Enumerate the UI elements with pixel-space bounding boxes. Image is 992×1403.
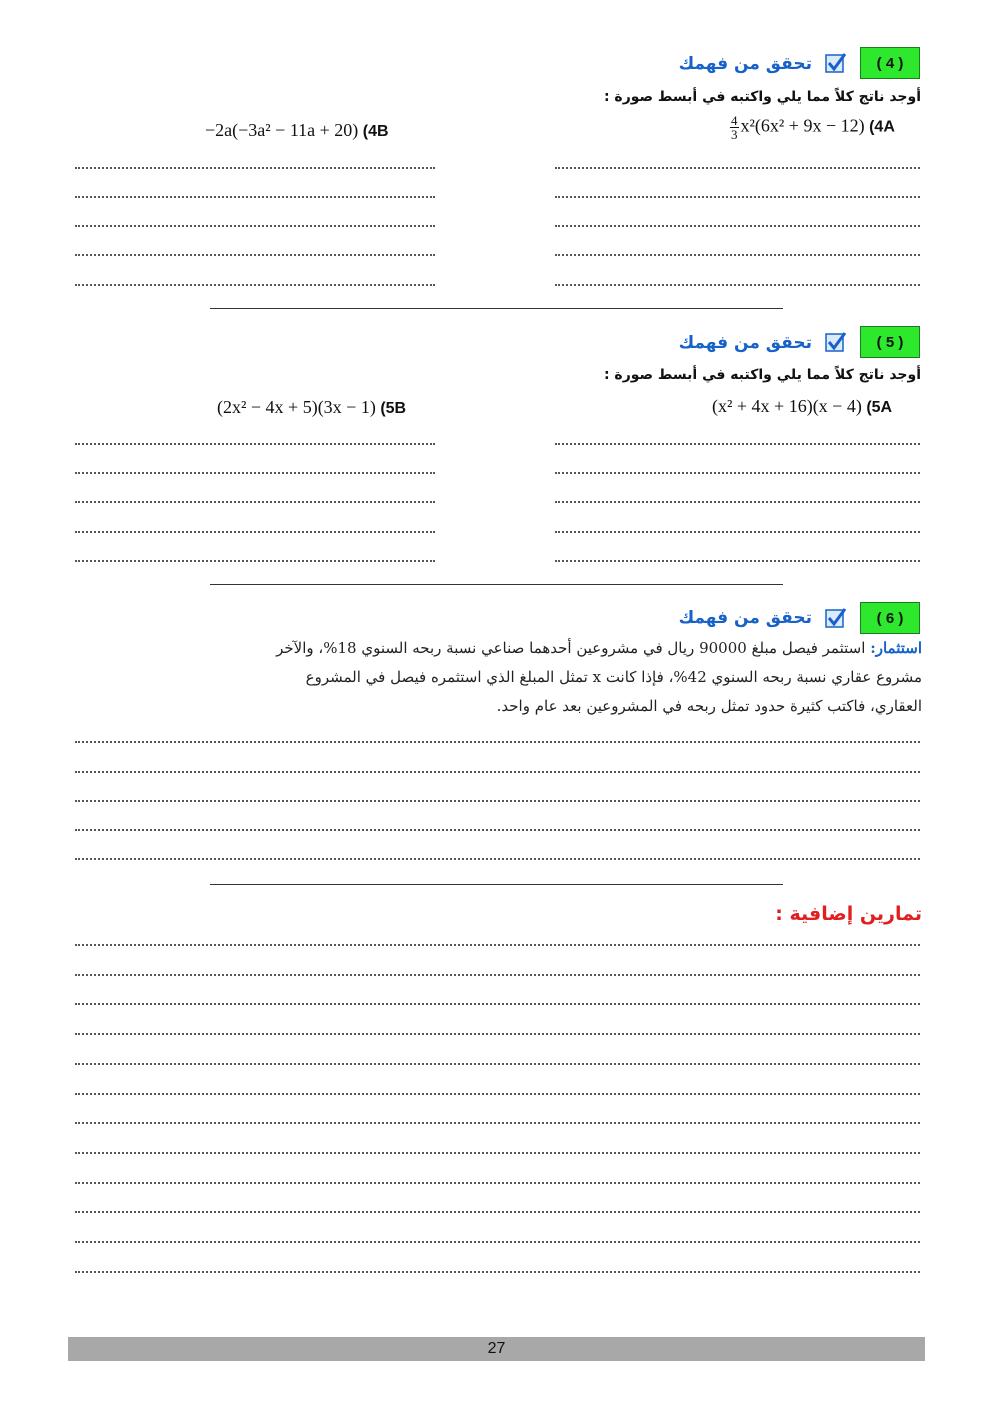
answer-line-6-3[interactable]: [75, 800, 920, 802]
section-4-title: تحقق من فهمك: [678, 54, 812, 74]
investment-problem: [250, 634, 922, 721]
answer-line-5b-2[interactable]: [75, 472, 435, 474]
answer-line-5a-5[interactable]: [555, 560, 920, 562]
exercise-5a-label: (5A: [866, 399, 893, 416]
extra-line-6[interactable]: [75, 1093, 920, 1095]
extra-line-11[interactable]: [75, 1241, 920, 1243]
extra-line-5[interactable]: [75, 1063, 920, 1065]
answer-line-4b-3[interactable]: [75, 225, 435, 227]
section-divider: [210, 584, 783, 585]
extra-line-1[interactable]: [75, 944, 920, 946]
answer-line-5b-1[interactable]: [75, 443, 435, 445]
extra-line-10[interactable]: [75, 1211, 920, 1213]
exercise-4b-label: (4B: [362, 123, 389, 140]
section-5-title: تحقق من فهمك: [678, 333, 812, 353]
answer-line-6-5[interactable]: [75, 858, 920, 860]
answer-line-6-4[interactable]: [75, 829, 920, 831]
exercise-4b: [205, 120, 389, 141]
checkmark-icon: [825, 331, 847, 353]
exercise-4a: [730, 114, 895, 141]
exercise-4b-expression: −2a(−3a² − 11a + 20): [205, 120, 359, 140]
checkmark-icon: [825, 607, 847, 629]
answer-line-5b-3[interactable]: [75, 501, 435, 503]
answer-line-4b-5[interactable]: [75, 284, 435, 286]
investment-keyword: استثمار:: [870, 639, 922, 657]
section-5-badge: ( 5 ): [860, 326, 920, 358]
extra-exercises-title: تمارين إضافية :: [775, 903, 922, 925]
answer-line-5b-4[interactable]: [75, 531, 435, 533]
section-6-badge: ( 6 ): [860, 602, 920, 634]
answer-line-4b-1[interactable]: [75, 167, 435, 169]
section-divider: [210, 308, 783, 309]
answer-line-4a-2[interactable]: [555, 196, 920, 198]
exercise-5b-label: (5B: [380, 400, 407, 417]
fraction-4-3: $\frac{4}{3}$: [731, 113, 738, 142]
answer-line-4a-3[interactable]: [555, 225, 920, 227]
extra-line-12[interactable]: [75, 1271, 920, 1273]
exercise-5a-expression: (x² + 4x + 16)(x − 4): [712, 396, 862, 416]
section-6-title: تحقق من فهمك: [678, 608, 812, 628]
section-divider: [210, 884, 783, 885]
extra-line-3[interactable]: [75, 1003, 920, 1005]
extra-line-2[interactable]: [75, 974, 920, 976]
answer-line-5a-1[interactable]: [555, 443, 920, 445]
exercise-4a-label: (4A: [869, 118, 895, 136]
exercise-5b-expression: (2x² − 4x + 5)(3x − 1): [217, 397, 376, 417]
exercise-5a: [712, 396, 892, 417]
answer-line-4a-5[interactable]: [555, 284, 920, 286]
page-number: 27: [487, 1340, 506, 1357]
section-4-badge: ( 4 ): [860, 47, 920, 79]
extra-line-7[interactable]: [75, 1122, 920, 1124]
answer-line-5a-4[interactable]: [555, 531, 920, 533]
answer-line-6-2[interactable]: [75, 771, 920, 773]
extra-line-8[interactable]: [75, 1152, 920, 1154]
extra-line-9[interactable]: [75, 1182, 920, 1184]
section-5-instruction: أوجد ناتج كلاً مما يلي واكتبه في أبسط صورة :: [603, 367, 921, 383]
answer-line-4b-4[interactable]: [75, 254, 435, 256]
investment-problem-text: استثمر فيصل مبلغ 90000 ريال في مشروعين أحدهما صناعي نسبة ربحه السنوي 18%، والآخر مشروع عقاري نسبة ربحه السنوي 42%، فإذا كانت x تمثل المبلغ الذي استثمره فيصل في المشروع العقاري، فاكتب كثيرة حدود تمثل ربحه في المشروعين بعد عام واحد.: [276, 639, 922, 715]
extra-line-4[interactable]: [75, 1033, 920, 1035]
checkmark-icon: [825, 52, 847, 74]
answer-line-4b-2[interactable]: [75, 196, 435, 198]
answer-line-5a-3[interactable]: [555, 501, 920, 503]
answer-line-6-1[interactable]: [75, 741, 920, 743]
answer-line-4a-4[interactable]: [555, 254, 920, 256]
page-footer: [68, 1337, 925, 1361]
exercise-4a-expression: x²(6x² + 9x − 12): [740, 115, 865, 136]
exercise-5b: [217, 397, 406, 418]
answer-line-5a-2[interactable]: [555, 472, 920, 474]
section-4-instruction: أوجد ناتج كلاً مما يلي واكتبه في أبسط صورة :: [603, 89, 921, 105]
answer-line-5b-5[interactable]: [75, 560, 435, 562]
answer-line-4a-1[interactable]: [555, 167, 920, 169]
